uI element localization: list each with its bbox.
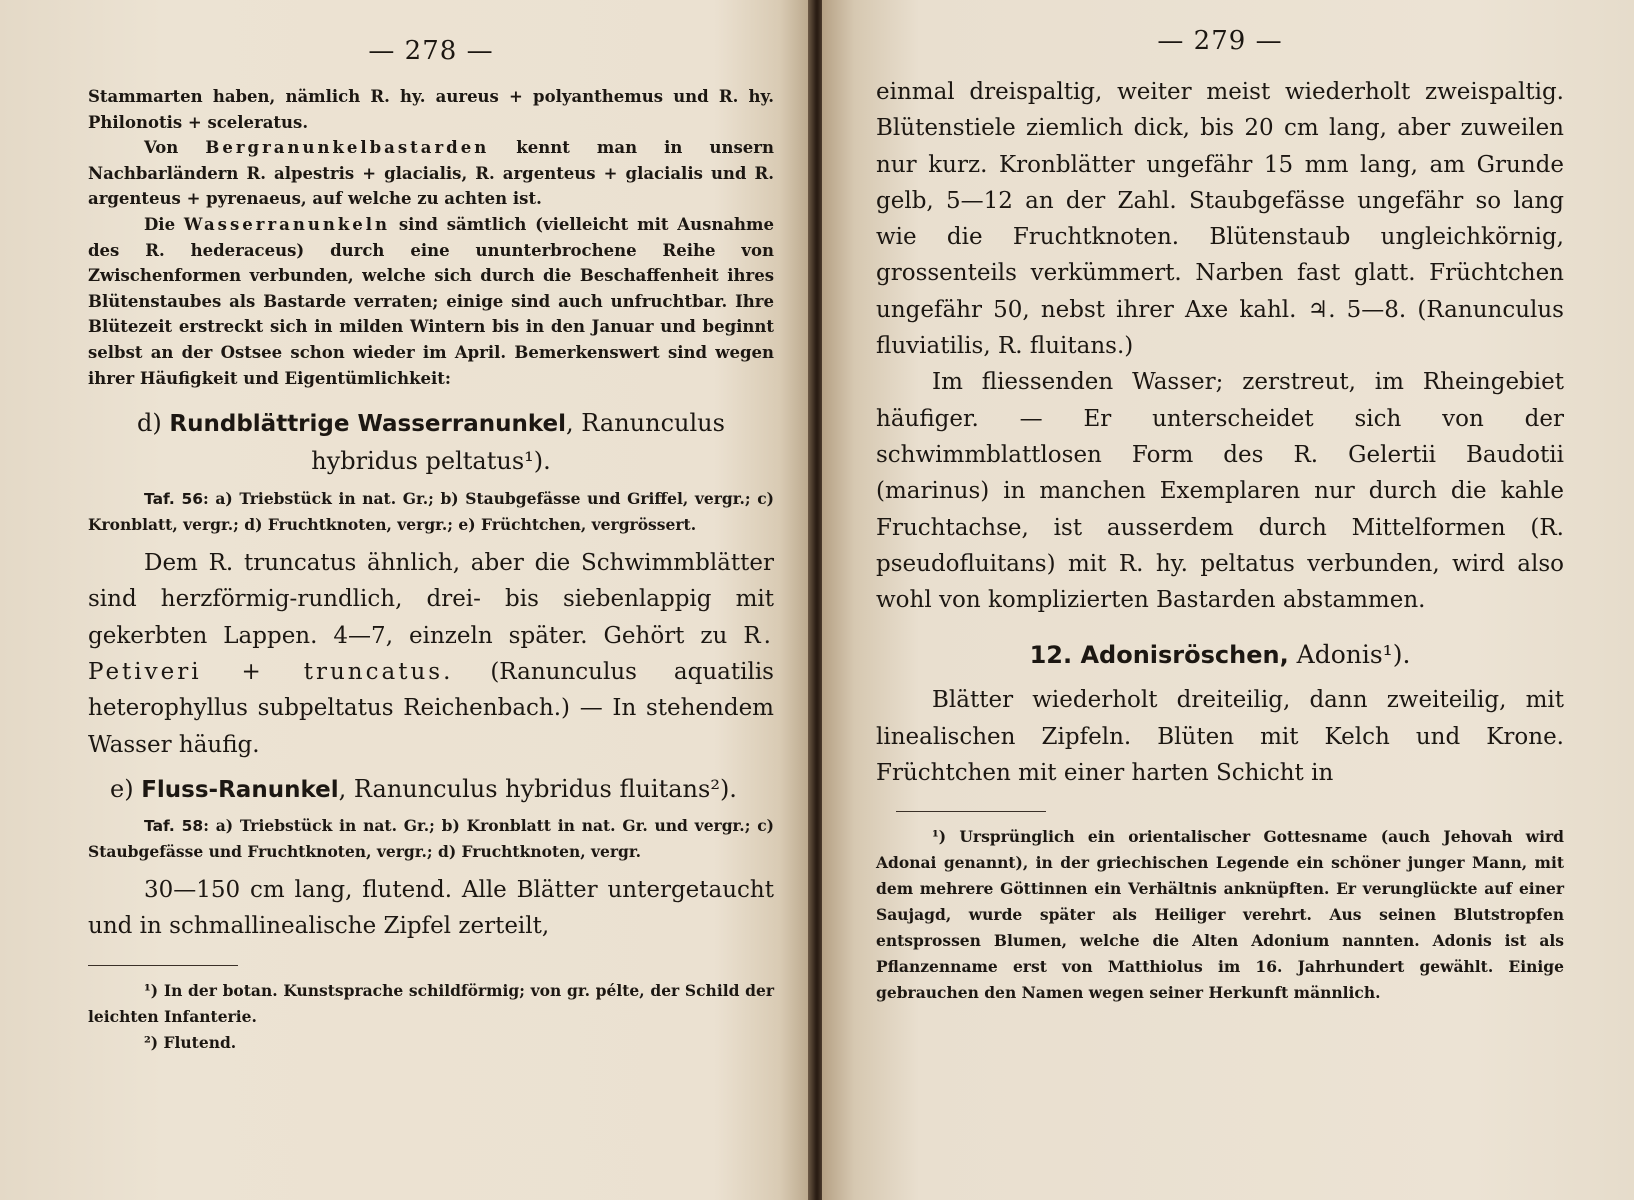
paragraph-bergranunkel: Von Bergranunkelbastarden kennt man in unsern Nachbarländern R. alpestris + glacialis, R. argenteus + glacialis und R. argenteus + pyrenaeus, auf welche zu achten ist.	[88, 138, 774, 209]
description-e: 30—150 cm lang, flutend. Alle Blätter untergetaucht und in schmallinealische Zipfel zerteilt,	[88, 876, 774, 940]
paragraph-habitat: Im fliessenden Wasser; zerstreut, im Rheingebiet häufiger. — Er unterscheidet sich von der schwimmblattlosen Form des R. Gelertii Baudotii (marinus) in manchen Exemplaren nur durch die kahle Fruchtachse, ist ausserdem durch Mittelformen (R. pseudofluitans) mit R. hy. peltatus verbunden, wird also wohl von komplizierten Bastarden abstammen.	[876, 369, 1564, 614]
entry-heading-e: e) Fluss-Ranunkel, Ranunculus hybridus fluitans²).	[110, 774, 737, 803]
page-number-right: — 279 —	[1157, 26, 1283, 56]
paragraph-adonis: Blätter wiederholt dreiteilig, dann zweiteilig, mit linealischen Zipfeln. Blüten mit Kelch und Krone. Früchtchen mit einer harten Schicht in	[876, 687, 1564, 787]
footnote-1-left: ¹) In der botan. Kunstsprache schildförmig; von gr. pélte, der Schild der leichten Infanterie.	[88, 980, 774, 1026]
footnote-1-right: ¹) Ursprünglich ein orientalischer Gottesname (auch Jehovah wird Adonai genannt), in der griechischen Legende ein schöner junger Mann, mit dem mehrere Göttinnen ein Verhältnis anknüpften. Er verunglückte auf einer Saujagd, wurde später als Heiliger verehrt. Aus seinen Blutstropfen entsprossen Blumen, welche die Alten Adonium nannten. Adonis ist als Pflanzenname erst von Matthiolus im 16. Jahrhundert gewählt. Einige gebrauchen den Namen wegen seiner Herkunft männlich.	[876, 827, 1564, 1003]
plate-reference-58: Taf. 58: a) Triebstück in nat. Gr.; b) Kronblatt in nat. Gr. und vergr.; c) Staubgefässe und Fruchtknoten, vergr.; d) Fruchtknoten, vergr.	[88, 815, 774, 861]
paragraph-continuation: einmal dreispaltig, weiter meist wiederholt zweispaltig. Blütenstiele ziemlich dick, bis 20 cm lang, aber zuweilen nur kurz. Kronblätter ungefähr 15 mm lang, am Grunde gelb, 5—12 an der Zahl. Staubgefässe ungefähr so lang wie die Fruchtknoten. Blütenstaub ungleichkörnig, grossenteils verkümmert. Narben fast glatt. Früchtchen ungefähr 50, nebst ihrer Axe kahl. ♃. 5—8. (Ranunculus fluviatilis, R. fluitans.)	[876, 79, 1564, 360]
description-d: Dem R. truncatus ähnlich, aber die Schwimmblätter sind herzförmig-rundlich, drei- bis siebenlappig mit gekerbten Lappen. 4—7, einzeln später. Gehört zu R. Petiveri + truncatus. (Ranunculus aquatilis heterophyllus subpeltatus Reichenbach.) — In stehendem Wasser häufig.	[88, 550, 774, 758]
plate-reference-56: Taf. 56: a) Triebstück in nat. Gr.; b) Staubgefässe und Griffel, vergr.; c) Kronblatt, vergr.; d) Fruchtknoten, vergr.; e) Früchtchen, vergrössert.	[88, 489, 774, 535]
left-page	[0, 0, 812, 1200]
section-heading-12: 12. Adonisröschen, Adonis¹).	[1029, 640, 1411, 670]
page-number-left: — 278 —	[368, 36, 494, 66]
footnote-2-left: ²) Flutend.	[144, 1032, 237, 1052]
paragraph-stammarten: Stammarten haben, nämlich R. hy. aureus + polyanthemus und R. hy. Philonotis + sceleratus.	[88, 87, 774, 132]
footnote-rule-left	[88, 965, 238, 966]
entry-heading-d: d) Rundblättrige Wasserranunkel, Ranunculus hybridus peltatus¹).	[137, 409, 725, 476]
paragraph-wasserranunkeln: Die Wasserranunkeln sind sämtlich (vielleicht mit Ausnahme des R. hederaceus) durch eine ununterbrochene Reihe von Zwischenformen verbunden, welche sich durch die Beschaffenheit ihres Blütenstaubes als Bastarde verraten; einige sind auch unfruchtbar. Ihre Blütezeit erstreckt sich in milden Wintern bis in den Januar und beginnt selbst an der Ostsee schon wieder im April. Bemerkenswert sind wegen ihrer Häufigkeit und Eigentümlichkeit:	[88, 214, 774, 388]
footnote-rule-right	[896, 811, 1046, 812]
right-page	[822, 0, 1634, 1200]
